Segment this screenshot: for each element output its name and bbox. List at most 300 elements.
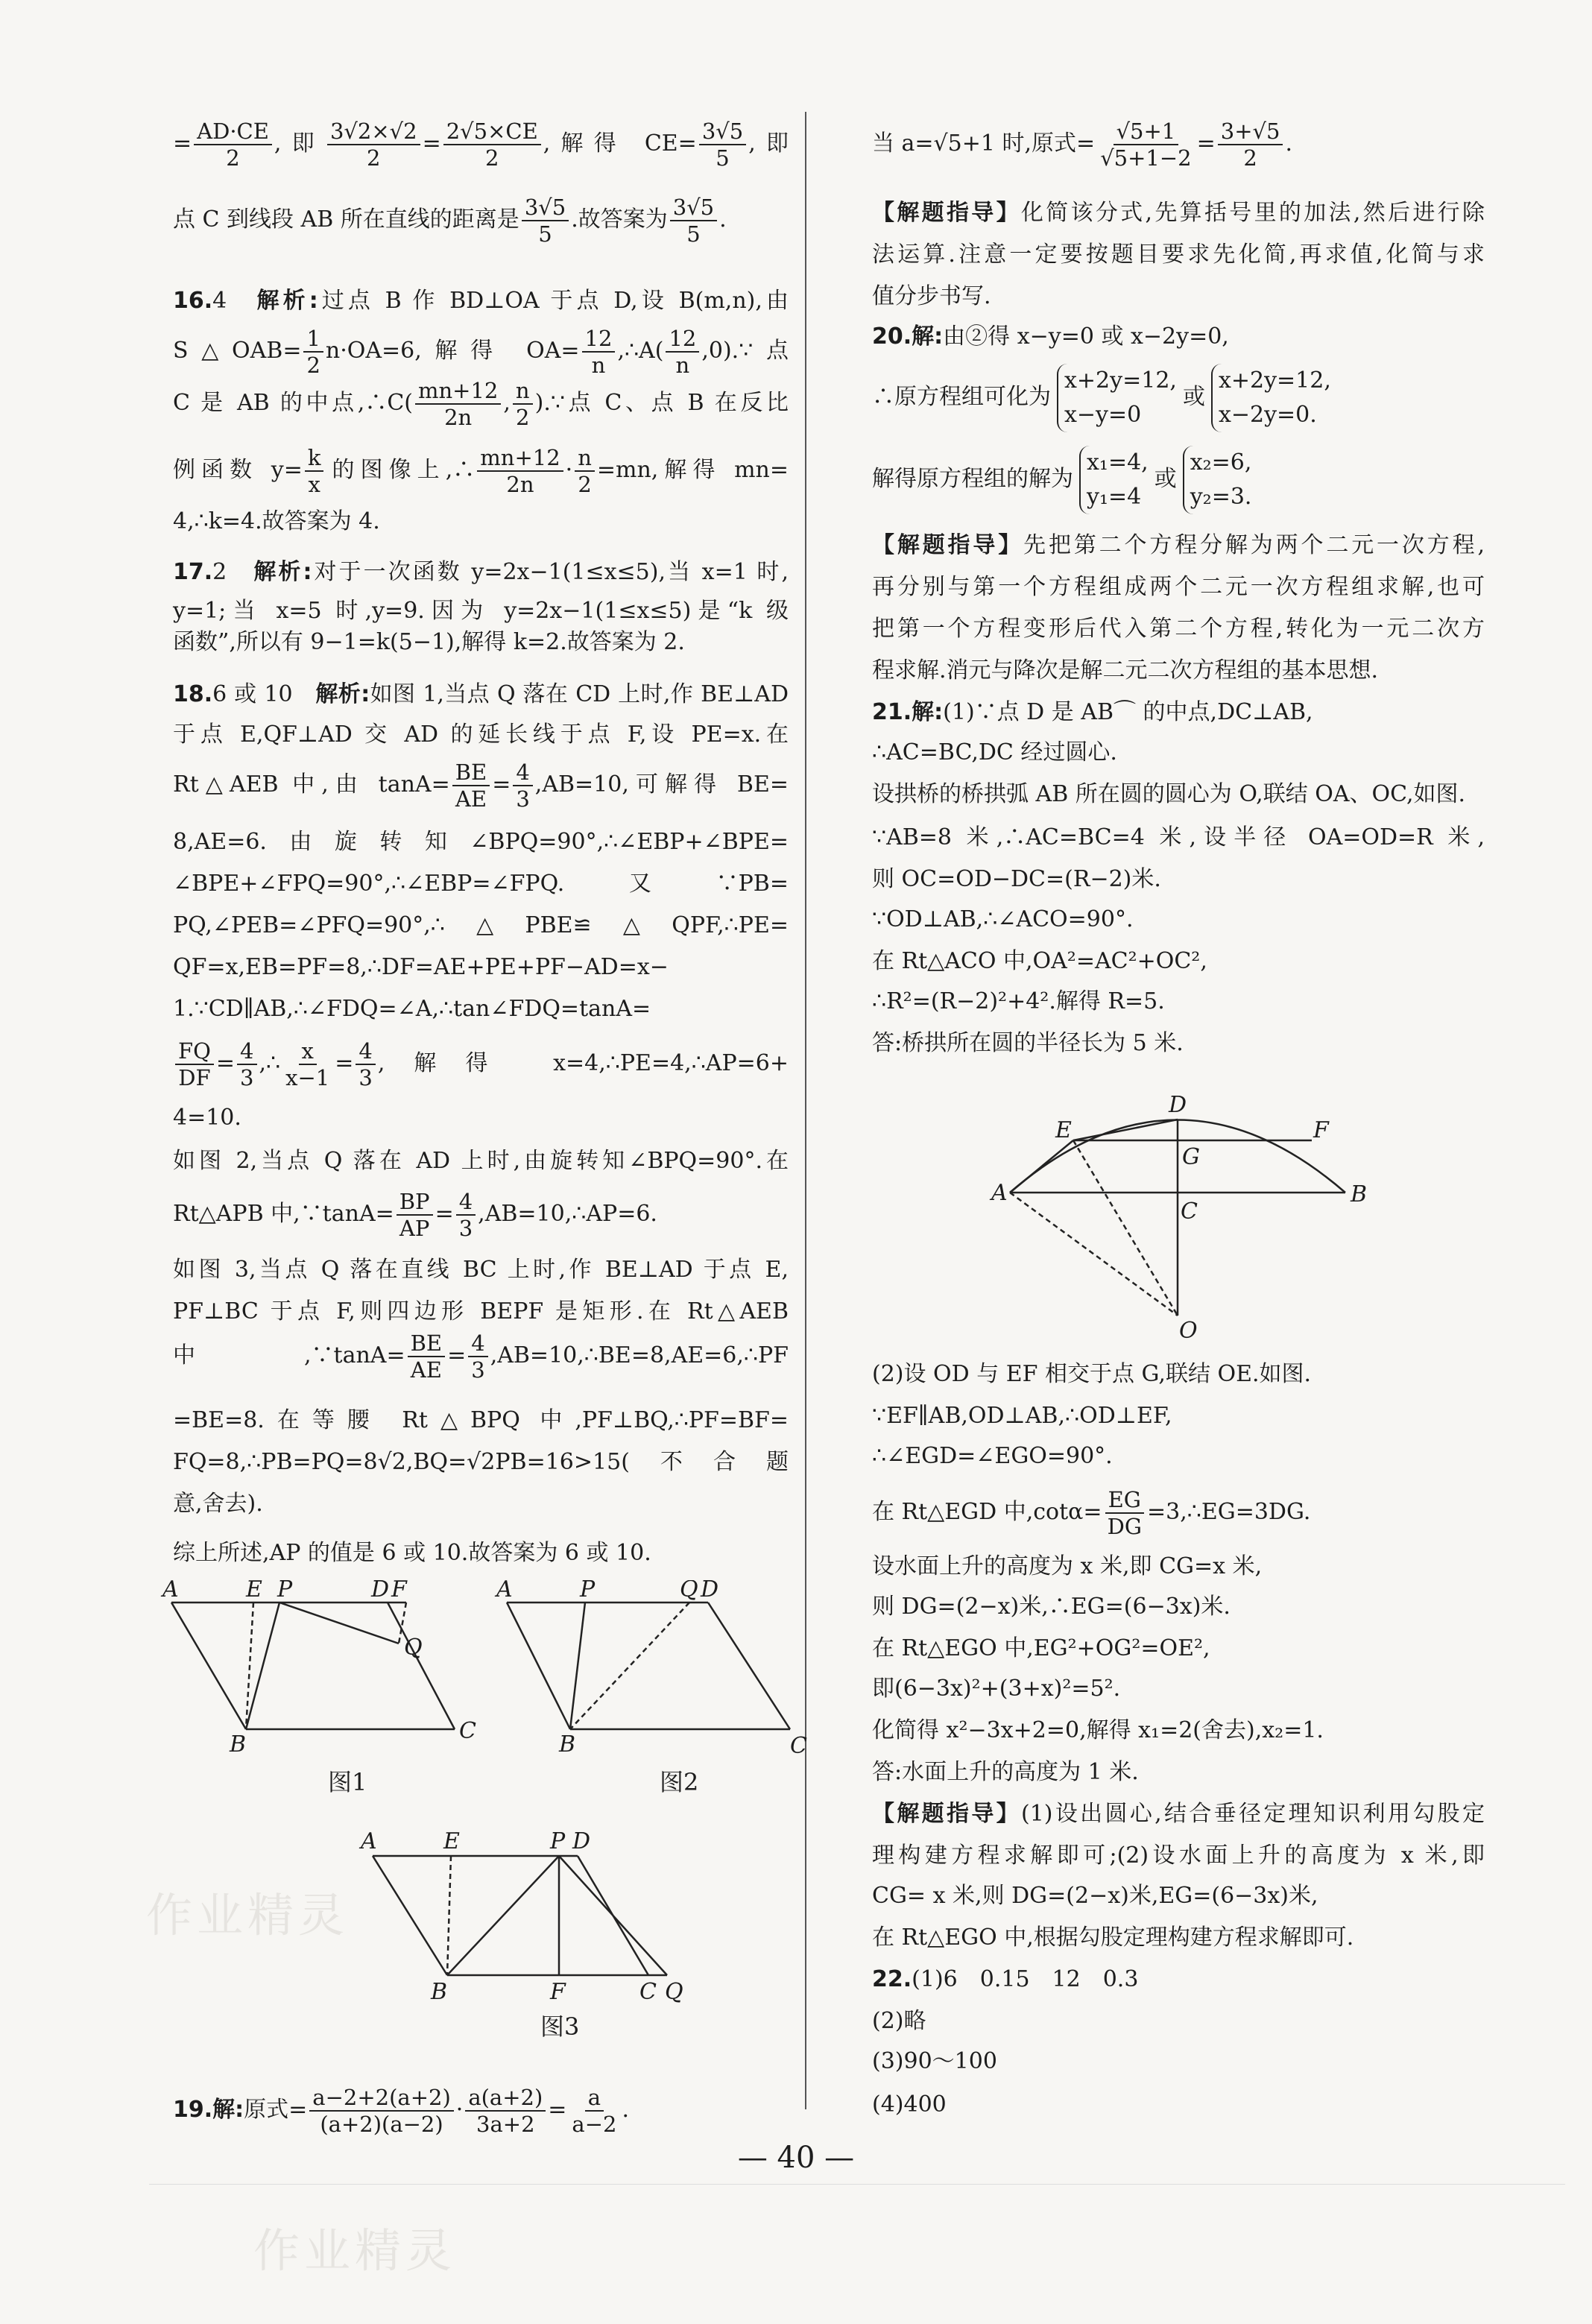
text-line (173, 507, 789, 537)
numerator: a(a+2) (465, 2085, 546, 2112)
text-run: ∴R²=(R−2)²+4².解得 R=5. (872, 988, 1165, 1014)
text-line (173, 760, 789, 812)
label-p: P (277, 1580, 293, 1603)
equation-system (1211, 364, 1331, 432)
text-line (872, 1401, 1485, 1431)
denominator: 2 (485, 145, 499, 171)
fraction (415, 378, 501, 430)
text-run: 化简得 x²−3x+2=0,解得 x₁=2(舍去),x₂=1. (872, 1717, 1324, 1743)
fraction (477, 445, 563, 497)
text-line (872, 1487, 1485, 1539)
fraction (456, 1189, 476, 1241)
text-run: 再分别与第一个方程组成两个二元一次方程组求解,也可 (872, 574, 1485, 600)
denominator: 5 (716, 145, 730, 171)
text-line (872, 240, 1485, 270)
text-run: ,即 (748, 130, 789, 157)
numerator: BE (452, 760, 490, 786)
figure-caption: 图3 (540, 2012, 580, 2041)
denominator: 3 (516, 786, 530, 812)
figure-3 (350, 1826, 693, 2042)
text-line (872, 446, 1485, 514)
denominator: DF (178, 1065, 211, 1090)
label-q: Q (680, 1580, 698, 1603)
text-run: Rt△APB 中,∵tanA= (173, 1201, 394, 1227)
text-run: C 是 AB 的中点,∴C( (173, 390, 413, 416)
text-run: 点 C 到线段 AB 所在直线的距离是 (173, 206, 519, 233)
text-run: 中,∵tanA= (173, 1342, 405, 1368)
text-run: =BE=8.在等腰 Rt△BPQ 中,PF⊥BQ,∴PF=BF= (173, 1407, 789, 1433)
bold-label: 解析: (315, 681, 370, 707)
text-line (872, 1923, 1485, 1953)
text-line (872, 364, 1485, 432)
text-run: 当 a=√5+1 时,原式= (872, 130, 1096, 157)
numerator: 2√5×CE (443, 119, 541, 145)
denominator: 2 (578, 472, 592, 497)
text-line (173, 596, 789, 626)
label-d: D (371, 1580, 390, 1603)
fraction (522, 195, 569, 247)
text-line (872, 282, 1485, 312)
text-line (872, 322, 1485, 352)
figure-1 (149, 1580, 492, 1804)
text-run: =3,∴EG=3DG. (1146, 1499, 1311, 1525)
text-line (173, 1255, 789, 1285)
label-a: A (361, 1828, 377, 1854)
numerator: √5+1 (1114, 119, 1179, 145)
label-c: C (639, 1979, 657, 2005)
bold-label: 20. (872, 323, 912, 350)
text-run: · (565, 457, 573, 483)
text-run: . (622, 2097, 630, 2123)
text-line (173, 286, 789, 316)
text-line (872, 572, 1485, 602)
text-line (173, 1297, 789, 1327)
text-line (173, 378, 789, 430)
text-line (173, 680, 789, 710)
denominator: 5 (538, 221, 552, 247)
text-run: 原式= (244, 2097, 308, 2123)
equation: x+2y=12, (1064, 367, 1177, 394)
text-line (173, 628, 789, 657)
text-run: 程求解.消元与降次是解二元二次方程组的基本思想. (872, 657, 1379, 683)
denominator: 3 (240, 1065, 254, 1090)
text-line (872, 2047, 1485, 2077)
numerator: a (585, 2085, 604, 2112)
text-line (173, 827, 789, 857)
watermark: 作业精灵 (253, 2223, 457, 2278)
column-divider (805, 112, 806, 2109)
denominator: 3a+2 (476, 2112, 535, 2137)
numerator: 4 (356, 1038, 375, 1065)
equation: x₁=4, (1087, 449, 1149, 476)
text-line (173, 720, 789, 750)
text-line (872, 1799, 1485, 1829)
equation: x−2y=0. (1218, 402, 1317, 428)
text-line (173, 2085, 789, 2137)
bold-label: 【解题指导】 (872, 200, 1021, 226)
text-line (173, 558, 789, 587)
label-o: O (1179, 1318, 1198, 1344)
label-p: P (580, 1580, 596, 1603)
text-run: 答:桥拱所在圆的半径长为 5 米. (872, 1030, 1184, 1056)
text-run: = (173, 130, 192, 157)
denominator: 2 (1243, 145, 1257, 171)
text-run: 法运算.注意一定要按题目要求先化简,再求值,化简与求 (872, 241, 1485, 268)
text-line (173, 326, 789, 378)
label-d: D (572, 1828, 591, 1854)
denominator: (a+2)(a−2) (320, 2112, 443, 2137)
text-line (872, 1592, 1485, 1622)
denominator: √5+1−2 (1100, 145, 1192, 171)
figure-caption: 图1 (328, 1768, 367, 1796)
text-line (173, 1038, 789, 1090)
text-run: 理构建方程求解即可;(2)设水面上升的高度为 x 米,即 (872, 1843, 1485, 1869)
text-run: PF⊥BC 于点 F,则四边形 BEPF 是矩形.在 Rt△AEB (173, 1298, 789, 1324)
text-run: ,∴A( (617, 338, 664, 364)
label-e: E (246, 1580, 262, 1603)
text-run: 函数”,所以有 9−1=k(5−1),解得 k=2.故答案为 2. (173, 629, 685, 655)
fraction (468, 1330, 487, 1383)
text-run: (3)90～100 (872, 2048, 997, 2074)
numerator: 3√2×√2 (327, 119, 420, 145)
text-run: (1)∵点 D 是 AB⌒ 的中点,DC⊥AB, (943, 699, 1313, 725)
fraction (309, 2085, 453, 2137)
label-p: P (550, 1828, 566, 1854)
label-q: Q (404, 1635, 423, 1661)
numerator: n (575, 445, 595, 472)
label-d: D (1169, 1092, 1187, 1118)
numerator: 3+√5 (1218, 119, 1283, 145)
text-line (173, 1447, 789, 1477)
bold-label: 【解题指导】 (872, 1801, 1021, 1827)
equation-system (1079, 446, 1149, 514)
equation: x+2y=12, (1218, 367, 1331, 394)
text-run: n·OA=6,解得 OA= (325, 338, 580, 364)
text-run: 4 (212, 288, 257, 314)
fraction (408, 1330, 445, 1383)
text-run: 或 (1154, 466, 1177, 492)
label-b: B (431, 1979, 448, 2005)
text-line (173, 1146, 789, 1176)
text-line (872, 614, 1485, 644)
denominator: 2 (367, 145, 381, 171)
text-run: ,AB=10,∴BE=8,AE=6,∴PF (490, 1342, 789, 1368)
fraction (282, 1038, 332, 1090)
denominator: 2 (306, 353, 320, 378)
denominator: x (308, 472, 320, 497)
label-b: B (230, 1731, 247, 1758)
text-line (872, 2090, 1485, 2120)
fraction (443, 119, 541, 171)
text-run: ,AB=10,∴AP=6. (478, 1201, 657, 1227)
text-run: (4)400 (872, 2091, 947, 2118)
text-run: 6 或 10 (212, 681, 316, 707)
numerator: AD·CE (194, 119, 272, 145)
text-line (872, 1029, 1485, 1058)
fraction (1105, 1487, 1145, 1539)
text-run: . (1285, 130, 1293, 157)
denominator: 2 (226, 145, 240, 171)
text-line (173, 119, 789, 171)
bold-label: 21. (872, 699, 912, 725)
numerator: 3√5 (699, 119, 746, 145)
label-f: F (1313, 1117, 1329, 1143)
bold-label: 17. (173, 559, 213, 585)
text-line (872, 905, 1485, 935)
text-line (173, 1103, 789, 1133)
text-run: (1)6 0.15 12 0.3 (912, 1966, 1139, 1992)
label-q: Q (665, 1979, 683, 2005)
text-line (173, 994, 789, 1024)
numerator: 12 (666, 326, 699, 353)
fraction (305, 445, 324, 497)
fraction (397, 1189, 433, 1241)
text-line (872, 987, 1485, 1017)
text-line (173, 953, 789, 982)
equation-system (1183, 446, 1252, 514)
label-b: B (1351, 1181, 1368, 1207)
bold-label: 解析: (256, 288, 318, 314)
text-run: 化简该分式,先算括号里的加法,然后进行除 (1020, 200, 1485, 226)
fraction (356, 1038, 375, 1090)
text-line (872, 1634, 1485, 1664)
text-run: 在 Rt△EGD 中,cotα= (872, 1499, 1102, 1525)
fraction (1218, 119, 1283, 171)
label-a: A (162, 1580, 179, 1603)
text-run: 或 (1182, 384, 1205, 410)
denominator: DG (1107, 1514, 1142, 1539)
text-line (872, 1360, 1485, 1389)
bold-label: 解: (912, 323, 944, 350)
numerator: 12 (582, 326, 616, 353)
label-f: F (391, 1580, 407, 1603)
equation: x−y=0 (1064, 402, 1142, 428)
text-line (872, 738, 1485, 768)
numerator: 4 (456, 1189, 476, 1216)
fraction (513, 760, 532, 812)
label-e: E (443, 1828, 460, 1854)
text-run: (2)设 OD 与 EF 相交于点 G,联结 OE.如图. (872, 1361, 1312, 1387)
text-run: 在 Rt△ACO 中,OA²=AC²+OC², (872, 948, 1207, 974)
bold-label: 18. (173, 681, 213, 707)
text-run: 过点 B 作 BD⊥OA 于点 D,设 B(m,n),由 (318, 288, 789, 314)
equation-system (1057, 364, 1177, 432)
text-line (173, 869, 789, 899)
text-run: 先把第二个方程分解为两个二元一次方程, (1023, 532, 1485, 558)
label-e: E (1055, 1117, 1072, 1143)
text-run: 解得原方程组的解为 (872, 466, 1073, 492)
text-line (872, 1552, 1485, 1582)
text-run: 意,舍去). (173, 1491, 263, 1517)
text-line (872, 1965, 1485, 1995)
text-run: 的图像上,∴ (326, 457, 476, 483)
text-run: (1)设出圆心,结合垂径定理知识利用勾股定 (1021, 1801, 1485, 1827)
denominator: a−2 (572, 2112, 617, 2137)
denominator: 3 (458, 1216, 473, 1241)
text-run: ,∴ (259, 1050, 281, 1076)
text-line (872, 1758, 1485, 1787)
numerator: BE (408, 1330, 445, 1357)
text-run: = (422, 130, 441, 157)
text-run: ∴∠EGD=∠EGO=90°. (872, 1443, 1113, 1469)
fraction (513, 378, 533, 430)
text-run: 答:水面上升的高度为 1 米. (872, 1759, 1139, 1785)
equation: y₁=4 (1087, 484, 1142, 510)
text-run: ,AB=10,可解得 BE= (534, 771, 789, 798)
label-a: A (496, 1580, 513, 1603)
text-run: = (335, 1050, 354, 1076)
text-line (173, 445, 789, 497)
numerator: x (299, 1038, 317, 1065)
text-run: = (492, 771, 511, 798)
numerator: 1 (303, 326, 323, 353)
text-run: = (447, 1342, 467, 1368)
fraction (575, 445, 595, 497)
text-run: = (548, 2097, 567, 2123)
text-run: 1.∵CD∥AB,∴∠FDQ=∠A,∴tan∠FDQ=tanA= (173, 996, 651, 1022)
denominator: AE (455, 786, 487, 812)
fraction (699, 119, 746, 171)
footer-rule (149, 2184, 1565, 2185)
text-run: 在 Rt△EGO 中,EG²+OG²=OE², (872, 1635, 1210, 1661)
text-run: 即(6−3x)²+(3+x)²=5². (872, 1676, 1121, 1702)
fraction (569, 2085, 619, 2137)
text-line (872, 1841, 1485, 1871)
denominator: 2n (506, 472, 534, 497)
text-line (173, 1406, 789, 1436)
text-run: 如图 3,当点 Q 落在直线 BC 上时,作 BE⊥AD 于点 E, (173, 1257, 789, 1283)
numerator: FQ (175, 1038, 214, 1065)
text-line (872, 656, 1485, 686)
label-a: A (991, 1180, 1008, 1206)
label-f: F (550, 1979, 566, 2005)
label-g: G (1182, 1144, 1200, 1170)
text-run: 8,AE=6.由旋转知∠BPQ=90°,∴∠EBP+∠BPE= (173, 829, 789, 855)
text-run: = (215, 1050, 236, 1076)
text-run: 例函数 y= (173, 457, 303, 483)
fraction (452, 760, 490, 812)
fraction (582, 326, 616, 378)
text-run: Rt△AEB 中,由 tanA= (173, 771, 450, 798)
fraction (670, 195, 717, 247)
text-run: QF=x,EB=PF=8,∴DF=AE+PE+PF−AD=x− (173, 954, 669, 980)
denominator: 3 (471, 1357, 485, 1383)
text-run: 则 DG=(2−x)米,∴EG=(6−3x)米. (872, 1594, 1231, 1620)
text-line (173, 911, 789, 941)
text-run: 把第一个方程变形后代入第二个方程,转化为一元二次方 (872, 616, 1485, 642)
text-run: 由②得 x−y=0 或 x−2y=0, (943, 323, 1229, 350)
bold-label: 16. (173, 288, 213, 314)
text-line (872, 1674, 1485, 1704)
denominator: 2 (516, 405, 530, 430)
numerator: 4 (513, 760, 532, 786)
bridge-diagram (984, 1081, 1386, 1349)
text-run: ,即 (274, 130, 325, 157)
equation: y₂=3. (1190, 484, 1252, 510)
fraction (666, 326, 699, 378)
fraction (465, 2085, 546, 2137)
text-line (872, 119, 1485, 171)
denominator: x−1 (285, 1065, 330, 1090)
fraction (175, 1038, 214, 1090)
text-run: ∵AB=8 米,∴AC=BC=4 米,设半径 OA=OD=R 米, (872, 824, 1485, 850)
bold-label: 22. (872, 1966, 912, 1992)
text-line (872, 823, 1485, 853)
text-line (872, 947, 1485, 976)
text-run: 对于一次函数 y=2x−1(1≤x≤5),当 x=1 时, (312, 559, 789, 585)
text-line (872, 698, 1485, 727)
text-line (173, 1189, 789, 1241)
text-run: 于点 E,QF⊥AD 交 AD 的延长线于点 F,设 PE=x.在 (173, 721, 789, 748)
text-run: ∴AC=BC,DC 经过圆心. (872, 739, 1117, 765)
figure-caption: 图2 (660, 1768, 699, 1796)
label-d: D (701, 1580, 719, 1603)
bold-label: 解: (212, 2097, 244, 2123)
text-run: 4=10. (173, 1105, 241, 1131)
figure-2 (484, 1580, 812, 1804)
numerator: 4 (468, 1330, 487, 1357)
numerator: 4 (237, 1038, 256, 1065)
numerator: 3√5 (522, 195, 569, 221)
numerator: a−2+2(a+2) (309, 2085, 453, 2112)
text-run: FQ=8,∴PB=PQ=8√2,BQ=√2PB=16>15(不合题 (173, 1449, 789, 1475)
text-line (173, 1489, 789, 1519)
denominator: n (675, 353, 690, 378)
text-run: 在 Rt△EGO 中,根据勾股定理构建方程求解即可. (872, 1924, 1354, 1951)
text-run: S△OAB= (173, 338, 302, 364)
bold-label: 【解题指导】 (872, 532, 1024, 558)
label-c: C (790, 1733, 807, 1759)
text-run: CG= x 米,则 DG=(2−x)米,EG=(6−3x)米, (872, 1883, 1318, 1909)
text-run: ,解得 x=4,∴PE=4,∴AP=6+ (377, 1050, 789, 1076)
numerator: 3√5 (670, 195, 717, 221)
text-line (872, 865, 1485, 894)
text-line (872, 531, 1485, 561)
text-run: 如图 2,当点 Q 落在 AD 上时,由旋转知∠BPQ=90°.在 (173, 1148, 789, 1174)
text-run: ,解得 CE= (543, 130, 697, 157)
text-run: =mn,解得 mn= (596, 457, 789, 483)
text-run: y=1;当 x=5 时,y=9.因为 y=2x−1(1≤x≤5)是“k 级 (173, 598, 789, 624)
denominator: 2n (444, 405, 473, 430)
text-run: 4,∴k=4.故答案为 4. (173, 508, 380, 534)
page-number: — 40 — (737, 2141, 855, 2175)
bold-label: 解析: (253, 559, 312, 585)
denominator: 5 (686, 221, 701, 247)
text-run: ∵OD⊥AB,∴∠ACO=90°. (872, 906, 1134, 932)
equation: x₂=6, (1190, 449, 1252, 476)
fraction (194, 119, 272, 171)
text-run: ∠BPE+∠FPQ=90°,∴∠EBP=∠FPQ.又∵PB= (173, 871, 789, 897)
text-run: 综上所述,AP 的值是 6 或 10.故答案为 6 或 10. (173, 1540, 651, 1566)
text-line (872, 2006, 1485, 2036)
text-run: 设水面上升的高度为 x 米,即 CG=x 米, (872, 1553, 1263, 1579)
text-run: PQ,∠PEB=∠PFQ=90°,∴△PBE≌△QPF,∴PE= (173, 912, 789, 938)
numerator: mn+12 (415, 378, 501, 405)
text-line (173, 1330, 789, 1383)
text-run: 值分步书写. (872, 283, 991, 309)
text-run: (2)略 (872, 2008, 926, 2034)
numerator: EG (1105, 1487, 1144, 1514)
text-line (872, 1881, 1485, 1911)
fraction (1097, 119, 1194, 171)
text-line (173, 1538, 789, 1568)
text-run: = (435, 1201, 454, 1227)
numerator: mn+12 (477, 445, 563, 472)
text-run: 则 OC=OD−DC=(R−2)米. (872, 866, 1161, 892)
text-run: = (1196, 130, 1216, 157)
text-run: ∴原方程组可化为 (872, 384, 1051, 410)
denominator: AP (399, 1216, 430, 1241)
